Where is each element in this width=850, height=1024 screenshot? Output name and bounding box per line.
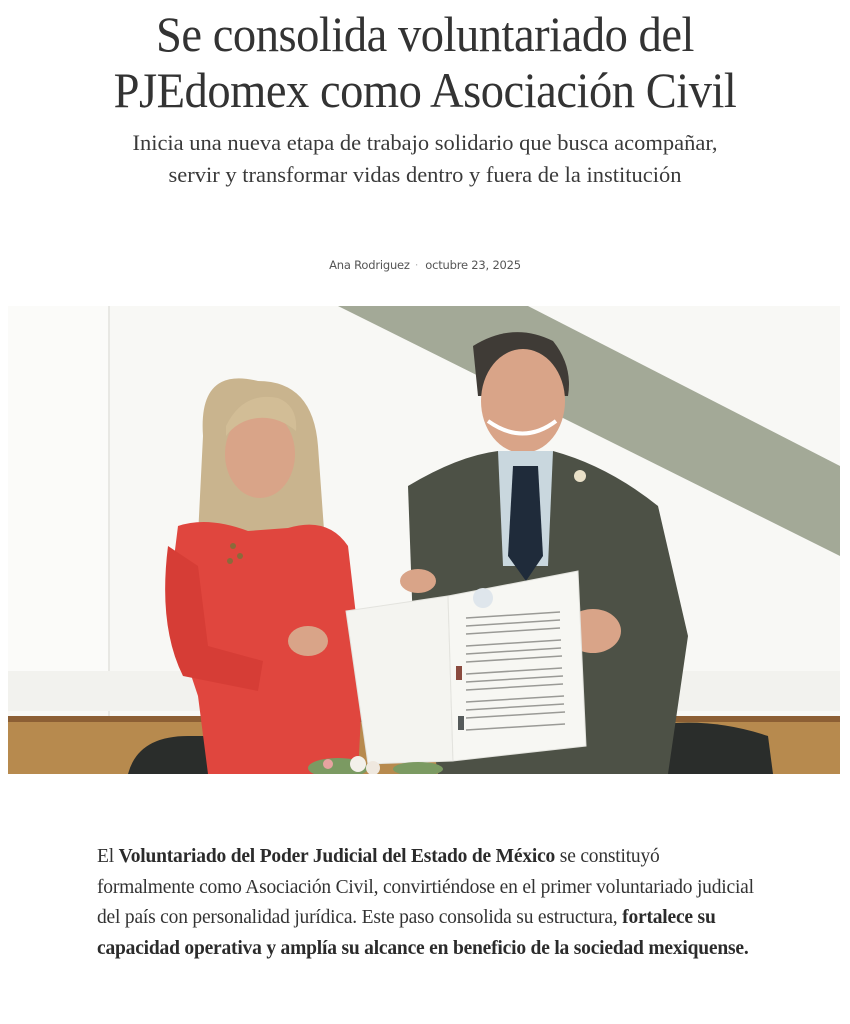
article-subtitle: Inicia una nueva etapa de trabajo solidario que busca acompañar, servir y transformar vidas dentro y fuera de la institución — [132, 130, 718, 187]
article-title — [30, 6, 821, 118]
body-bold-conclusion: fortalece su capacidad operativa y amplía su alcance en beneficio de la sociedad mexiquense. — [97, 907, 749, 959]
window-frame — [108, 306, 110, 716]
article-body-paragraph — [97, 842, 757, 964]
photo-image-icon — [8, 306, 840, 774]
featured-photo — [8, 306, 840, 774]
body-intro: El — [97, 846, 119, 867]
body-bold-org-name: Voluntariado del Poder Judicial del Estado de México — [118, 846, 556, 867]
article-byline — [0, 258, 850, 272]
window-panel — [8, 306, 108, 696]
article-title-line-1: Se consolida voluntariado del — [156, 6, 694, 62]
byline-separator: · — [414, 258, 419, 272]
article-title-line-2: PJEdomex como Asociación Civil — [113, 62, 737, 118]
body-middle-text: se constituyó formalmente como Asociación Civil, convirtiéndose en el primer voluntariado judicial del país con personalidad jurídica. Este paso consolida su estructura, — [97, 846, 754, 928]
author-link[interactable]: Ana Rodriguez — [329, 258, 410, 272]
publish-date: octubre 23, 2025 — [425, 258, 521, 272]
